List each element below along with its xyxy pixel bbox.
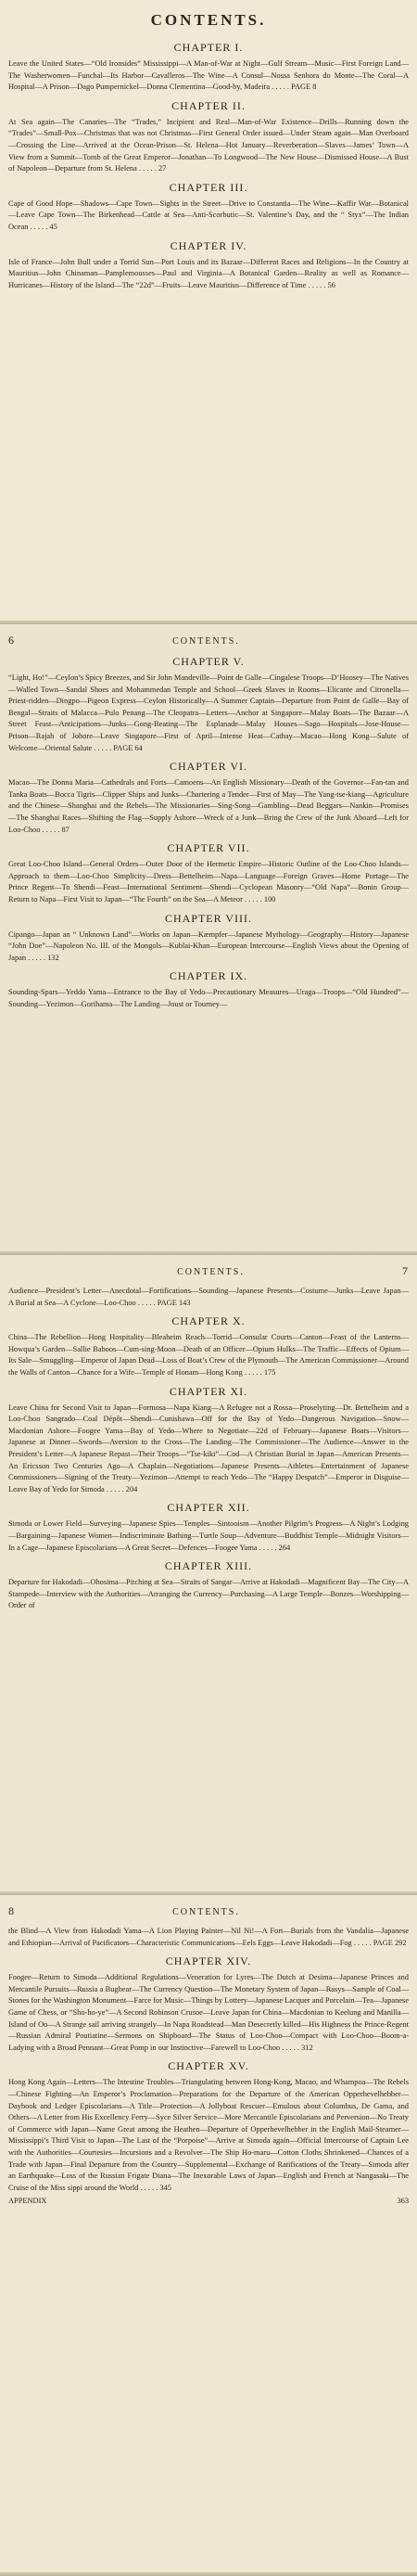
- page-title: CONTENTS.: [150, 11, 267, 29]
- chapter-summary-text: Leave the United States—“Old Ironsides” Mississippi—A Man-of-War at Night—Gulf Stream—Music—First Foreign Land—The Washerwomen—Funchal—Its Harbor—Cavalleros—The Wine—A Consul—Nossa Senhora do Monte—The Coral—A Hospital—A Prison—Dago Pumpernickel—Donna Clementina—Good-by, Madeira: [8, 59, 409, 92]
- chapter-summary: Simoda or Lower Field—Surveying—Japanese Spies—Temples—Sintooism—Another Pilgrim’s Progress—A Night’s Lodging—Bargaining—Japanese Women—Indiscriminate Bathing—Turtle Soup—Adventure—Buddhist Temple—Midnight Visitors—In a Cage—Japanese Episcolarians—A Great Secret—Defences—Foogee Yama . . . . . 264: [8, 1519, 409, 1552]
- page-reference: 100: [263, 894, 276, 904]
- chapter-summary-text: Great Loo-Choo Island—General Orders—Outer Door of the Hermetic Empire—Historic Outline of the Loo-Choo Islands—Approach to them—Loo-Choo Simplicity—Dress—Bettelheim—Napa—Language—Foreign Graves—Home Portage—The Prince Regent—To Shendi—Feast—International Sentiment—Shendi—Cyclopean Masonry—“Old Napa”—Bonin Group—Return to Napa—First Visit to Japan—“The Fourth” on the Sea—A Meteor: [8, 860, 409, 904]
- chapter-title: CHAPTER IV.: [170, 238, 247, 252]
- chapter-title: CHAPTER X.: [171, 1314, 246, 1328]
- chapter-summary: Great Loo-Choo Island—General Orders—Outer Door of the Hermetic Empire—Historic Outline of the Loo-Choo Islands—Approach to them—Loo-Choo Simplicity—Dress—Bettelheim—Napa—Language—Foreign Graves—Home Portage—The Prince Regent—To Shendi—Feast—International Sentiment—Shendi—Cyclopean Masonry—“Old Napa”—Bonin Group—Return to Napa—First Visit to Japan—“The Fourth” on the Sea—A Meteor . . . . . 100: [8, 860, 409, 904]
- appendix-label: APPENDIX: [8, 2197, 47, 2206]
- running-head: [8, 1264, 409, 1278]
- chapter-summary-text: Simoda or Lower Field—Surveying—Japanese Spies—Temples—Sintooism—Another Pilgrim’s Progress—A Night’s Lodging—Bargaining—Japanese Women—Indiscriminate Bathing—Turtle Soup—Adventure—Buddhist Temple—Midnight Visitors—In a Cage—Japanese Episcolarians—A Great Secret—Defences—Foogee Yama: [8, 1519, 409, 1552]
- continuation-text: Audience—President’s Letter—Anecdotal—Fortifications—Sounding—Japanese Presents—Costume—Junks—Leave Japan—A Burial at Sea—A Cyclone—Loo-Choo: [8, 1287, 409, 1307]
- page-number: 6: [8, 634, 15, 647]
- page-reference: 312: [301, 2043, 313, 2052]
- page-number: 8: [8, 1904, 15, 1917]
- appendix-entry: [8, 2196, 409, 2208]
- appendix-page-reference: 363: [397, 2197, 409, 2206]
- chapter-summary-text: “Light, Ho!”—Ceylon’s Spicy Breezes, and Sir John Mandeville—Point de Galle—Cingalese Troops—D’Hoosey—The Natives—Walled Town—Sandal Shoes and Mohammedan Temple and School—Greek Slaves in Rooms—Elicante and Citronella—Priest-ridden—Dingpo—Pigeon Express—Ceylon Historically—A Summer Captain—Departure from Point de Galle—Bay of Bengal—Straits of Malacca—Pulo Penang—The Cleopatra—Letters—Anchor at Singapore—Malay Boats—The Bazaar—A Street Feast—Anticipations—Junks—Gong-Beating—The Esplanade—Malay Houses—Sago—Hospitals—Jose-House—Prison—Rajah of Johore—Leave Singapore—First of April—Intense Heat—Cathay—Macao—Hong Kong—Salute of Welcome—Oriental Salute: [8, 673, 409, 752]
- continuation-text: the Blind—A View from Hakodadi Yama—A Lion Playing Painter—Nil Ni!—A Fort—Burials from the Vandalia—Japanese and Ethiopian—Arrival of Pacificators—Characteristic Communications—Eels Eggs—Leave Hakodadi—Fog: [8, 1927, 409, 1947]
- chapter-summary-text: Foogee—Return to Simoda—Additional Regulations—Veneration for Lyres—The Dutch at Desima—Japanese Princes and Mercantile Pursuits—Russia a Bugbear—The Currency Question—The Monetary System of Japan—Rasys—Sample of Coal—Stones for the Washington Monument—Farce for Music—Things by Lottery—Japanese Lacquer and Porcelain—Tea—Japanese Game of Chess, or “Sho-ho-ye”—A Second Robinson Crusoe—Leave Japan for China—Macdonian to Keelung and Manilla—Island of Oo—A Strange sail arriving strangely—In Napa Roadstead—Man Desecretly killed—His Highness the Prince-Regent—Russian Admiral Poutiatine—Sermons on Shipboard—The Status of Loo-Choo—Compact with Loo-Choo—Boom-a-Ladying with a Broad Pennant—Great Pomp in our Instinctive—Farewell to Loo-Choo: [8, 1973, 409, 2052]
- chapter-title: CHAPTER XV.: [168, 2059, 249, 2073]
- page-reference: 27: [158, 164, 167, 173]
- running-head-title: CONTENTS.: [172, 636, 240, 647]
- chapter-title: CHAPTER VI.: [169, 760, 248, 774]
- chapter-summary: Isle of France—John Bull under a Torrid Sun—Port Louis and its Bazaar—Different Races and Religions—In the Country at Mauritius—John Chinaman—Pamplemousses—Paul and Virginia—A Botanical Garden—Reality as well as Romance—Hurricanes—History of the Island—The “22d”—Fruits—Leave Mauritius—Difference of Time . . . . . 56: [8, 257, 409, 289]
- contents-page: [0, 0, 417, 624]
- chapter-summary: [8, 1577, 409, 1612]
- page-divider: [0, 2572, 417, 2576]
- chapter-summary-text: Macao—The Donna Maria—Cathedrals and Forts—Camoens—An English Missionary—Death of the Governor—Fan-tan and Tanka Boats—Bocca Tigris—Clipper Ships and Junks—Chartering a Tender—First of May—The Yang-tse-kiang—Agriculture and the Chinese—Shanghai and the Rebels—The Missionaries—Sing-Song—Gambling—Dead Beggars—Nankin—Promises—The Shanghai Races—Shifting the Flag—Supply Ashore—Wreck of a Junk—Bring the Crew of the Junk Aboard—Left for Loo-Choo: [8, 778, 409, 834]
- chapter-summary: Cape of Good Hope—Shadows—Cape Town—Sights in the Street—Drive to Constantia—The Wine—Kaffir War—Botanical—Leave Cape Town—The Birkenhead—Cattle at Sea—Anti-Scorbutic—St. Valentine’s Day, and the “ Styx”—The Indian Ocean . . . . . 45: [8, 199, 409, 231]
- chapter-title: CHAPTER I.: [173, 41, 244, 54]
- chapter-summary: “Light, Ho!”—Ceylon’s Spicy Breezes, and Sir John Mandeville—Point de Galle—Cingalese Troops—D’Hoosey—The Natives—Walled Town—Sandal Shoes and Mohammedan Temple and School—Greek Slaves in Rooms—Elicante and Citronella—Priest-ridden—Dingpo—Pigeon Express—Ceylon Historically—A Summer Captain—Departure from Point de Galle—Bay of Bengal—Straits of Malacca—Pulo Penang—The Cleopatra—Letters—Anchor at Singapore—Malay Boats—The Bazaar—A Street Feast—Anticipations—Junks—Gong-Beating—The Esplanade—Malay Houses—Sago—Hospitals—Jose-House—Prison—Rajah of Johore—Leave Singapore—First of April—Intense Heat—Cathay—Macao—Hong Kong—Salute of Welcome—Oriental Salute . . . . . PAGE 64: [8, 673, 409, 752]
- page-reference: PAGE 64: [113, 743, 143, 752]
- page-reference: 204: [125, 1484, 138, 1493]
- page-number: 7: [401, 1264, 409, 1277]
- chapter-summary-text: Hong Kong Again—Letters—The Intestine Troubles—Triangulating between Hong-Kong, Macao, and Whampoa—The Rebels—Chinese Fighting—An Emperor’s Proclamation—Preparations for the Departure of the American Opperhevelhebber—Daybook and Ledger Episcolarians—A Title—Protection—A Jollyboat Rescuer—Emulous about Columbus, De Gama, and Others—A Letter from His Excellency Ferry—Syce Silver Service—More Mercantile Episcolarians and Perversion—No Treaty of Commerce with Japan—Name Great among the Heathen—Departure of Opperhevelhebber in the English Mail-Steamer—Mississippi’s Third Visit to Japan—The Last of the “Porpoise”—Arrive at Simoda again—Official Intercourse of Captain Lee with the Authorities—Courtesies—Incursions and a Revolver—The Ship Ho-maru—Cotton Cloths Shrinkened—Chances of a Trade with Japan—Final Departure from the Country—Supplemental—Exchange of Ratifications of the Treaty—Simoda after an Earthquake—Loss of the Russian Frigate Diana—The Inexorable Laws of Japan—English and French at Nangasaki—The Cruise of the Miss sippi around the World: [8, 2078, 409, 2192]
- running-head-title: CONTENTS.: [172, 1907, 240, 1917]
- page-reference: 45: [49, 222, 57, 231]
- chapter-summary: Leave China for Second Visit to Japan—Formosa—Napa Kiang—A Refugee not a Rossa—Proselyting—Dr. Bettelheim and a Loo-Choo Sangrado—Coal Dépôt—Shendi—Cunishawa—Off for the Bay of Yedo—Dangerous Navigation—Snow—Macdonian Ashore—Foogee Yama—Bay of Yedo—Where to Negotiate—22d of February—Japanese Boats—Visitors—Japanese at Dinner—Swords—Aversion to the Cross—The Landing—The Commissioner—The Audience—Answer to the President’s Letter—A Japanese Repast—Their Troops—“Tse-kiki”—Cod—A Christian Burial in Japan—American Presents—An Ericsson Two Centuries Ago—A Chaplain—Negotiations—Japanese Presents—Athletes—Entertainment of Japanese Commissioners—Signing of the Treaty—Yezimon—Attempt to reach Yedo—The “Happy Despatch”—Emperor in Disguise—Leave Bay of Yedo for Simoda . . . . . 204: [8, 1403, 409, 1493]
- chapter-summary-text: Sounding-Spars—Yeddo Yama—Entrance to the Bay of Yedo—Precautionary Measures—Uraga—Troops—“Old Hundred”—Sounding—Yezimon—Gorihama—The Landing—Joust or Tourney—: [8, 988, 409, 1008]
- page-reference: 264: [278, 1543, 291, 1552]
- running-head: [8, 1904, 409, 1918]
- chapter-summary: Foogee—Return to Simoda—Additional Regulations—Veneration for Lyres—The Dutch at Desima—Japanese Princes and Mercantile Pursuits—Russia a Bugbear—The Currency Question—The Monetary System of Japan—Rasys—Sample of Coal—Stones for the Washington Monument—Farce for Music—Things by Lottery—Japanese Lacquer and Porcelain—Tea—Japanese Game of Chess, or “Sho-ho-ye”—A Second Robinson Crusoe—Leave Japan for China—Macdonian to Keelung and Manilla—Island of Oo—A Strange sail arriving strangely—In Napa Roadstead—Man Desecretly killed—His Highness the Prince-Regent—Russian Admiral Poutiatine—Sermons on Shipboard—The Status of Loo-Choo—Compact with Loo-Choo—Boom-a-Ladying with a Broad Pennant—Great Pomp in our Instinctive—Farewell to Loo-Choo . . . . . 312: [8, 1973, 409, 2052]
- chapter-summary-text: Leave China for Second Visit to Japan—Formosa—Napa Kiang—A Refugee not a Rossa—Proselyting—Dr. Bettelheim and a Loo-Choo Sangrado—Coal Dépôt—Shendi—Cunishawa—Off for the Bay of Yedo—Dangerous Navigation—Snow—Macdonian Ashore—Foogee Yama—Bay of Yedo—Where to Negotiate—22d of February—Japanese Boats—Visitors—Japanese at Dinner—Swords—Aversion to the Cross—The Landing—The Commissioner—The Audience—Answer to the President’s Letter—A Japanese Repast—Their Troops—“Tse-kiki”—Cod—A Christian Burial in Japan—American Presents—An Ericsson Two Centuries Ago—A Chaplain—Negotiations—Japanese Presents—Athletes—Entertainment of Japanese Commissioners—Signing of the Treaty—Yezimon—Attempt to reach Yedo—The “Happy Despatch”—Emperor in Disguise—Leave Bay of Yedo for Simoda: [8, 1403, 409, 1493]
- chapter-summary: Cipango—Japan an “ Unknown Land”—Works on Japan—Kæmpfer—Japanese Mythology—Geography—History—Japanese “John Doe”—Napoleon No. III. of the Mongols—Kublai-Khan—European Intercourse—English Views about the Opening of Japan . . . . . 132: [8, 929, 409, 962]
- page-reference: 56: [327, 280, 335, 289]
- contents-page: [0, 624, 417, 1255]
- chapter-title: CHAPTER II.: [171, 98, 246, 112]
- chapter-summary-text: Departure for Hakodadi—Ohosima—Pitching at Sea—Straits of Sangar—Arrive at Hakodadi—Magnificent Bay—The City—A Stampede—Interview with the Authorities—Arranging the Currency—Purchasing—A Large Temple—Bonzes—Worshipping—Order of: [8, 1578, 409, 1610]
- chapter-summary: Hong Kong Again—Letters—The Intestine Troubles—Triangulating between Hong-Kong, Macao, and Whampoa—The Rebels—Chinese Fighting—An Emperor’s Proclamation—Preparations for the Departure of the American Opperhevelhebber—Daybook and Ledger Episcolarians—A Title—Protection—A Jollyboat Rescuer—Emulous about Columbus, De Gama, and Others—A Letter from His Excellency Ferry—Syce Silver Service—More Mercantile Episcolarians and Perversion—No Treaty of Commerce with Japan—Name Great among the Heathen—Departure of Opperhevelhebber in the English Mail-Steamer—Mississippi’s Third Visit to Japan—The Last of the “Porpoise”—Arrive at Simoda again—Official Intercourse of Captain Lee with the Authorities—Courtesies—Incursions and a Revolver—The Ship Ho-maru—Cotton Cloths Shrinkened—Chances of a Trade with Japan—Final Departure from the Country—Supplemental—Exchange of Ratifications of the Treaty—Simoda after an Earthquake—Loss of the Russian Frigate Diana—The Inexorable Laws of Japan—English and French at Nangasaki—The Cruise of the Miss sippi around the World . . . . . 345: [8, 2078, 409, 2192]
- contents-page: [0, 1255, 417, 1895]
- running-head-title: CONTENTS.: [177, 1267, 245, 1277]
- chapter-summary-text: Cape of Good Hope—Shadows—Cape Town—Sights in the Street—Drive to Constantia—The Wine—Kaffir War—Botanical—Leave Cape Town—The Birkenhead—Cattle at Sea—Anti-Scorbutic—St. Valentine’s Day, and the “ Styx”—The Indian Ocean: [8, 199, 409, 231]
- chapter-summary: [8, 987, 409, 1010]
- chapter-continuation: Audience—President’s Letter—Anecdotal—Fortifications—Sounding—Japanese Presents—Costume—Junks—Leave Japan—A Burial at Sea—A Cyclone—Loo-Choo . . . . . PAGE 143: [8, 1287, 409, 1307]
- page-reference: PAGE 8: [291, 83, 317, 92]
- chapter-title: CHAPTER VII.: [167, 841, 250, 855]
- page-reference: PAGE 143: [157, 1298, 191, 1307]
- chapter-title: CHAPTER XIV.: [165, 1954, 252, 1968]
- chapter-title: CHAPTER V.: [172, 655, 245, 668]
- page-reference: PAGE 292: [373, 1938, 407, 1947]
- page-reference: 175: [263, 1367, 276, 1377]
- chapter-summary-text: Isle of France—John Bull under a Torrid Sun—Port Louis and its Bazaar—Different Races and Religions—In the Country at Mauritius—John Chinaman—Pamplemousses—Paul and Virginia—A Botanical Garden—Reality as well as Romance—Hurricanes—History of the Island—The “22d”—Fruits—Leave Mauritius—Difference of Time: [8, 257, 409, 289]
- chapter-title: CHAPTER III.: [169, 180, 248, 194]
- chapter-summary: China—The Rebellion—Hong Hospitality—Bleaheim Reach—Torrid—Consular Courts—Canton—Feast of the Lanterns—Howqua’s Garden—Sallie Baboos—Cum-sing-Moon—Death of an Officer—Opium Hulks—The Traffic—Effects of Opium—Its Sale—Smuggling—Emperor of Japan Dead—Loss of Boat’s Crew of the Plymouth—The American Commissioner—Around the Walls of Canton—Chance for a Wife—Temple of Honam—Hong Kong . . . . . 175: [8, 1333, 409, 1377]
- page-reference: 132: [47, 953, 59, 962]
- page-reference: 345: [159, 2183, 171, 2192]
- chapter-summary-text: Cipango—Japan an “ Unknown Land”—Works on Japan—Kæmpfer—Japanese Mythology—Geography—History—Japanese “John Doe”—Napoleon No. III. of the Mongols—Kublai-Khan—European Intercourse—English Views about the Opening of Japan: [8, 929, 409, 962]
- chapter-summary: Macao—The Donna Maria—Cathedrals and Forts—Camoens—An English Missionary—Death of the Governor—Fan-tan and Tanka Boats—Bocca Tigris—Clipper Ships and Junks—Chartering a Tender—First of May—The Yang-tse-kiang—Agriculture and the Chinese—Shanghai and the Rebels—The Missionaries—Sing-Song—Gambling—Dead Beggars—Nankin—Promises—The Shanghai Races—Shifting the Flag—Supply Ashore—Wreck of a Junk—Bring the Crew of the Junk Aboard—Left for Loo-Choo . . . . . 87: [8, 778, 409, 834]
- page-reference: 87: [61, 825, 70, 834]
- contents-page: [0, 1895, 417, 2576]
- chapter-summary: Leave the United States—“Old Ironsides” Mississippi—A Man-of-War at Night—Gulf Stream—Music—First Foreign Land—The Washerwomen—Funchal—Its Harbor—Cavalleros—The Wine—A Consul—Nossa Senhora do Monte—The Coral—A Hospital—A Prison—Dago Pumpernickel—Donna Clementina—Good-by, Madeira . . . . . PAGE 8: [8, 59, 409, 92]
- chapter-title: CHAPTER IX.: [169, 969, 248, 983]
- chapter-title: CHAPTER XI.: [169, 1384, 248, 1398]
- chapter-title: CHAPTER VIII.: [164, 911, 253, 925]
- chapter-title: CHAPTER XII.: [167, 1501, 250, 1515]
- chapter-summary-text: China—The Rebellion—Hong Hospitality—Bleaheim Reach—Torrid—Consular Courts—Canton—Feast of the Lanterns—Howqua’s Garden—Sallie Baboos—Cum-sing-Moon—Death of an Officer—Opium Hulks—The Traffic—Effects of Opium—Its Sale—Smuggling—Emperor of Japan Dead—Loss of Boat’s Crew of the Plymouth—The American Commissioner—Around the Walls of Canton—Chance for a Wife—Temple of Honam—Hong Kong: [8, 1333, 409, 1377]
- chapter-summary: At Sea again—The Canaries—The “Trades,” Incipient and Real—Man-of-War Existence—Drills—Running down the “Trades”—Small-Pox—Christmas that was not Christmas—First General Order issued—Under Steam again—Man Overboard—Crossing the Line—Arrived at the Ocean-Prison—St. Helena—Hot January—Reverberation—Slaves—James’ Town—A View from a Summit—Tomb of the Great Emperor—Jonathan—To Longwood—The New House—Dismissed House—A Bust of Napoleon—Departure from St. Helena . . . . . 27: [8, 117, 409, 173]
- running-head: [8, 634, 409, 647]
- chapter-continuation: the Blind—A View from Hakodadi Yama—A Lion Playing Painter—Nil Ni!—A Fort—Burials from the Vandalia—Japanese and Ethiopian—Arrival of Pacificators—Characteristic Communications—Eels Eggs—Leave Hakodadi—Fog . . . . . PAGE 292: [8, 1927, 409, 1947]
- chapter-title: CHAPTER XIII.: [164, 1559, 253, 1573]
- chapter-summary-text: At Sea again—The Canaries—The “Trades,” Incipient and Real—Man-of-War Existence—Drills—Running down the “Trades”—Small-Pox—Christmas that was not Christmas—First General Order issued—Under Steam again—Man Overboard—Crossing the Line—Arrived at the Ocean-Prison—St. Helena—Hot January—Reverberation—Slaves—James’ Town—A View from a Summit—Tomb of the Great Emperor—Jonathan—To Longwood—The New House—Dismissed House—A Bust of Napoleon—Departure from St. Helena: [8, 117, 409, 173]
